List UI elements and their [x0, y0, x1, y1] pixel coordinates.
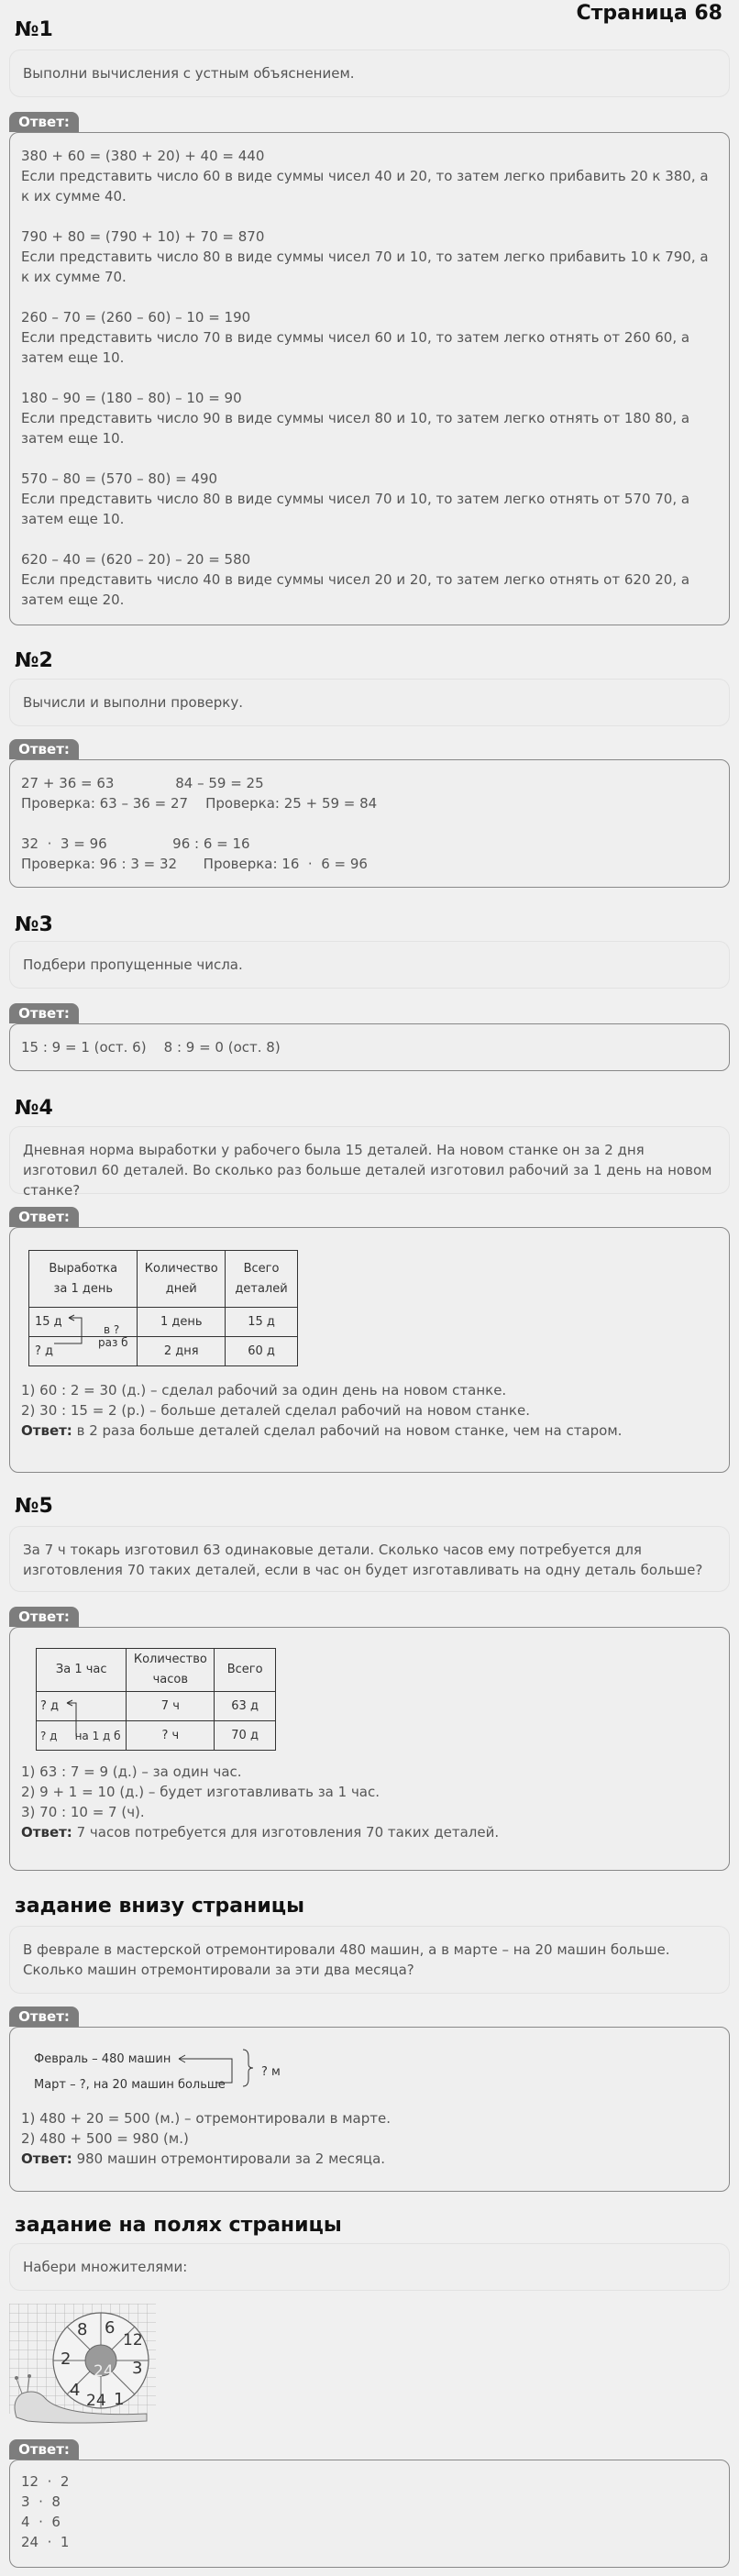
equation: 180 – 90 = (180 – 80) – 10 = 90: [21, 390, 242, 406]
task-6-answer: [9, 2027, 730, 2192]
table-cell: 63 д: [215, 1692, 276, 1721]
solution-step: 2) 480 + 500 = 980 (м.): [21, 2130, 189, 2147]
answer-line: Проверка: 63 – 36 = 27 Проверка: 25 + 59 = 84: [21, 795, 378, 812]
solution-step: 1) 480 + 20 = 500 (м.) – отремонтировали в марте.: [21, 2110, 391, 2127]
answer-line: 12 · 2: [21, 2473, 70, 2490]
task-3-title: №3: [15, 913, 53, 936]
answer-item: [21, 469, 718, 529]
diagram-question: ? м: [261, 2065, 281, 2079]
table-cell: 70 д: [215, 1721, 276, 1751]
comparison-arrow-icon: [28, 1250, 148, 1369]
table-cell: 60 д: [226, 1337, 298, 1366]
table-cell: ? д: [40, 1729, 58, 1742]
table-cell: на 1 д б: [74, 1729, 121, 1742]
task-5-title: №5: [15, 1495, 53, 1518]
final-answer: [21, 2149, 718, 2169]
answer-label: Ответ:: [21, 2150, 72, 2167]
table-cell: 1 день: [138, 1308, 226, 1337]
answer-line: 3 · 8: [21, 2493, 61, 2510]
answer-item: [21, 388, 718, 448]
solution-step: 2) 9 + 1 = 10 (д.) – будет изготавливать за 1 час.: [21, 1784, 381, 1800]
answer-line: 15 : 9 = 1 (ост. 6) 8 : 9 = 0 (ост. 8): [21, 1039, 281, 1056]
answer-label: Ответ:: [21, 1422, 72, 1439]
task-7-title: задание на полях страницы: [15, 2214, 342, 2237]
explanation: Если представить число 70 в виде суммы чисел 60 и 10, то затем легко отнять от 260 60, а затем еще 10.: [21, 329, 690, 366]
snail-number: 4: [70, 2381, 81, 2400]
answer-line: 4 · 6: [21, 2514, 61, 2530]
task-5-answer: [9, 1627, 730, 1871]
answer-label: Ответ:: [21, 1824, 72, 1841]
answer-line: 27 + 36 = 63 84 – 59 = 25: [21, 775, 264, 791]
table-cell: 15 д: [226, 1308, 298, 1337]
snail-puzzle: [9, 2304, 156, 2425]
task-7-answer: [9, 2460, 730, 2568]
table-cell: ? д: [40, 1698, 60, 1713]
task-4-statement: Дневная норма выработки у рабочего была 15 деталей. На новом станке он за 2 дня изготовил 60 деталей. Во сколько раз больше деталей изготовил рабочий за 1 день на новом станке?: [9, 1126, 730, 1194]
table-header: Количество: [144, 1261, 218, 1276]
table-header: дней: [165, 1281, 197, 1296]
snail-number: 8: [77, 2320, 88, 2339]
table-cell: 15 д: [35, 1314, 62, 1329]
snail-number: 6: [105, 2318, 116, 2338]
task-1-title: №1: [15, 18, 53, 41]
equation: 380 + 60 = (380 + 20) + 40 = 440: [21, 148, 265, 164]
comparison-label: раз б: [98, 1336, 128, 1349]
snail-number: 3: [132, 2359, 143, 2378]
table-cell: ? ч: [127, 1721, 215, 1751]
final-answer: [21, 1822, 718, 1842]
explanation: Если представить число 80 в виде суммы чисел 70 и 10, то затем легко прибавить 10 к 790, а к их сумме 70.: [21, 249, 709, 285]
diagram-label: Март – ?, на 20 машин больше: [34, 2078, 226, 2092]
page-number: Страница 68: [576, 2, 722, 25]
equation: 260 – 70 = (260 – 60) – 10 = 190: [21, 309, 251, 326]
table-header: деталей: [235, 1281, 288, 1296]
task-6-statement: В феврале в мастерской отремонтировали 480 машин, а в марте – на 20 машин больше. Сколько машин отремонтировали за эти два месяца?: [9, 1926, 730, 1994]
answer-line: 24 · 1: [21, 2534, 70, 2550]
answer-line: 32 · 3 = 96 96 : 6 = 16: [21, 835, 250, 852]
table-header: Всего: [215, 1649, 276, 1692]
answer-text: 980 машин отремонтировали за 2 месяца.: [72, 2150, 386, 2167]
answer-text: в 2 раза больше деталей сделал рабочий на новом станке, чем на старом.: [72, 1422, 623, 1439]
snail-number: 1: [114, 2390, 125, 2409]
final-answer: [21, 1421, 718, 1441]
equation: 790 + 80 = (790 + 10) + 70 = 870: [21, 228, 265, 245]
increase-arrow-icon: [36, 1648, 109, 1749]
table-header: Всего: [243, 1261, 280, 1276]
answer-item: [21, 307, 718, 368]
table-header: Количество: [133, 1653, 207, 1666]
table-cell: 2 дня: [138, 1337, 226, 1366]
task-1-answer: [9, 132, 730, 625]
answer-item: [21, 146, 718, 206]
snail-center-number: 24: [94, 2362, 114, 2381]
task-2-statement: Вычисли и выполни проверку.: [9, 679, 730, 726]
task-1-statement: Выполни вычисления с устным объяснением.: [9, 50, 730, 97]
task-2-title: №2: [15, 649, 53, 672]
task-6-title: задание внизу страницы: [15, 1895, 304, 1918]
comparison-label: в ?: [104, 1323, 120, 1336]
task-4-answer-tab: Ответ:: [9, 1207, 79, 1227]
task-5-table: [36, 1648, 292, 1756]
task-6-diagram: [21, 2037, 718, 2106]
task-6-answer-tab: Ответ:: [9, 2007, 79, 2027]
task-7-answer-tab: Ответ:: [9, 2439, 79, 2460]
explanation: Если представить число 90 в виде суммы чисел 80 и 10, то затем легко отнять от 180 80, а затем еще 10.: [21, 410, 690, 447]
task-5-answer-tab: Ответ:: [9, 1607, 79, 1627]
answer-item: [21, 549, 718, 610]
table-header: Выработка: [49, 1261, 118, 1276]
task-4-title: №4: [15, 1097, 53, 1120]
answer-line: Проверка: 96 : 3 = 32 Проверка: 16 · 6 = 96: [21, 856, 368, 872]
task-5-statement: За 7 ч токарь изготовил 63 одинаковые детали. Сколько часов ему потребуется для изготовления 70 таких деталей, если в час он будет изготавливать на одну деталь больше?: [9, 1526, 730, 1592]
snail-number: 12: [123, 2331, 143, 2349]
explanation: Если представить число 60 в виде суммы чисел 40 и 20, то затем легко прибавить 20 к 380, а к их сумме 40.: [21, 168, 709, 205]
snail-number: 24: [86, 2392, 106, 2410]
solution-step: 1) 60 : 2 = 30 (д.) – сделал рабочий за один день на новом станке.: [21, 1382, 507, 1399]
explanation: Если представить число 80 в виде суммы чисел 70 и 10, то затем легко отнять от 570 70, а затем еще 10.: [21, 491, 690, 527]
task-3-answer: [9, 1023, 730, 1071]
task-2-answer-tab: Ответ:: [9, 739, 79, 759]
answer-text: 7 часов потребуется для изготовления 70 таких деталей.: [72, 1824, 500, 1841]
equation: 570 – 80 = (570 – 80) = 490: [21, 470, 218, 487]
diagram-label: Февраль – 480 машин: [34, 2052, 171, 2066]
snail-number: 2: [61, 2349, 72, 2369]
task-3-statement: Подбери пропущенные числа.: [9, 941, 730, 989]
equation: 620 – 40 = (620 – 20) – 20 = 580: [21, 551, 251, 568]
solution-step: 2) 30 : 15 = 2 (р.) – больше деталей сделал рабочий на новом станке.: [21, 1402, 530, 1419]
task-4-table: [28, 1250, 303, 1369]
brace-arrow-icon: [21, 2037, 278, 2106]
task-4-answer: [9, 1227, 730, 1473]
table-cell: ? д: [35, 1343, 54, 1358]
task-2-answer: [9, 759, 730, 888]
task-7-statement: Набери множителями:: [9, 2243, 730, 2291]
explanation: Если представить число 40 в виде суммы чисел 20 и 20, то затем легко отнять от 620 20, а затем еще 20.: [21, 571, 690, 608]
task-3-answer-tab: Ответ:: [9, 1003, 79, 1023]
answer-item: [21, 227, 718, 287]
solution-step: 1) 63 : 7 = 9 (д.) – за один час.: [21, 1763, 242, 1780]
solution-step: 3) 70 : 10 = 7 (ч).: [21, 1804, 145, 1820]
table-header: за 1 день: [53, 1281, 114, 1296]
table-cell: 7 ч: [127, 1692, 215, 1721]
table-header: часов: [152, 1673, 189, 1686]
task-1-answer-tab: Ответ:: [9, 112, 79, 132]
answer-line: [21, 813, 718, 834]
table-header: За 1 час: [37, 1649, 127, 1692]
